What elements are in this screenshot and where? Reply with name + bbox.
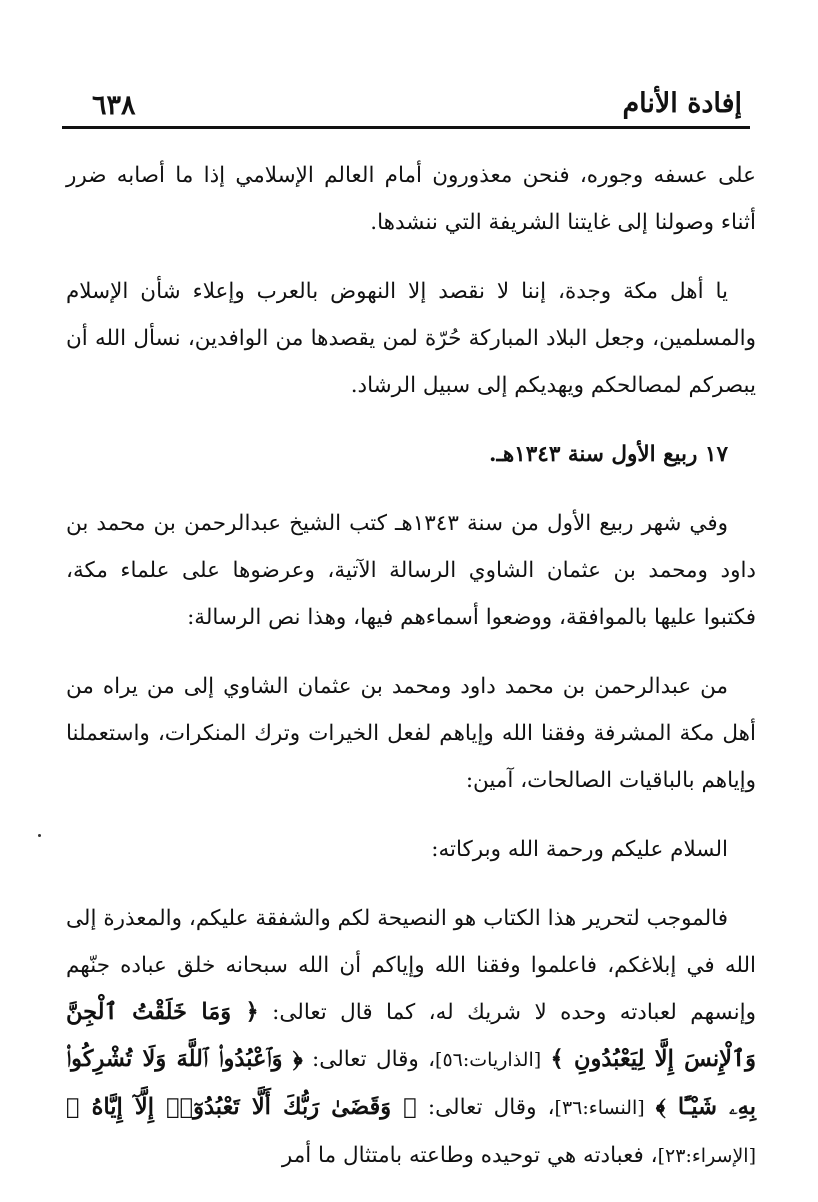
paragraph-address: يا أهل مكة وجدة، إننا لا نقصد إلا النهوض بالعرب وإعلاء شأن الإسلام والمسلمين، وجعل البلاد المباركة حُرّة لمن يقصدها من الوافدين، نسأل الله أن يبصركم لمصالحكم ويهديكم إلى سبيل الرشاد. xyxy=(66,279,756,398)
page-header xyxy=(62,78,750,128)
body-text: ، فعبادته هي توحيده وطاعته بامتثال ما أمر xyxy=(281,1143,658,1168)
quran-verse: ﴿ وَٱعْبُدُوا۟ ٱللَّهَ وَلَا تُشْرِكُوا۟ بِهِۦ شَيْـًٔا ﴾ xyxy=(66,1046,756,1120)
paragraph-letter-body xyxy=(66,895,756,1180)
verse-reference: [الإسراء:٢٣] xyxy=(657,1145,756,1167)
margin-dot xyxy=(38,834,41,837)
running-title: إفادة الأنام xyxy=(622,88,742,119)
quran-verse: ﴿ وَقَضَىٰ رَبُّكَ أَلَّا تَعْبُدُوٓا۟ إِلَّآ إِيَّاهُ ﴾ xyxy=(66,1094,417,1120)
body-text: ، وقال تعالى: xyxy=(427,1095,555,1120)
quran-verse: ﴿ وَمَا خَلَقْتُ ٱلْجِنَّ وَٱلْإِنسَ إِلَّا لِيَعْبُدُونِ ﴾ xyxy=(66,999,756,1072)
paragraph-continuation: على عسفه وجوره، فنحن معذورون أمام العالم الإسلامي إذا ما أصابه ضرر أثناء وصولنا إلى غايتنا الشريفة التي ننشدها. xyxy=(66,163,756,235)
body-text: فالموجب لتحرير هذا الكتاب هو النصيحة لكم والشفقة عليكم، والمعذرة إلى الله في إبلاغكم، فاعلموا وفقنا الله وإياكم أن الله سبحانه خلق عباده جنّهم وإنسهم لعبادته وحده لا شريك له، كما قال تعالى: xyxy=(66,906,756,1025)
page-number: ٦٣٨ xyxy=(92,90,136,121)
greeting-line: السلام عليكم ورحمة الله وبركاته: xyxy=(431,837,728,862)
paragraph-letter-intro: وفي شهر ربيع الأول من سنة ١٣٤٣هـ كتب الشيخ عبدالرحمن بن محمد بن داود ومحمد بن عثمان الشاوي الرسالة الآتية، وعرضوها على علماء مكة، فكتبوا عليها بالموافقة، ووضعوا أسماءهم فيها، وهذا نص الرسالة: xyxy=(66,511,756,630)
page-body xyxy=(66,152,756,1202)
header-rule xyxy=(62,126,750,129)
verse-reference: [النساء:٣٦] xyxy=(554,1097,645,1119)
paragraph-letter-opening: من عبدالرحمن بن محمد داود ومحمد بن عثمان الشاوي إلى من يراه من أهل مكة المشرفة وفقنا الله وإياهم لفعل الخيرات وترك المنكرات، واستعملنا وإياهم بالباقيات الصالحات، آمين: xyxy=(66,674,756,793)
body-text: ، وقال تعالى: xyxy=(312,1047,436,1072)
verse-reference: [الذاريات:٥٦] xyxy=(435,1049,542,1071)
date-line: ١٧ ربيع الأول سنة ١٣٤٣هـ. xyxy=(489,442,728,467)
